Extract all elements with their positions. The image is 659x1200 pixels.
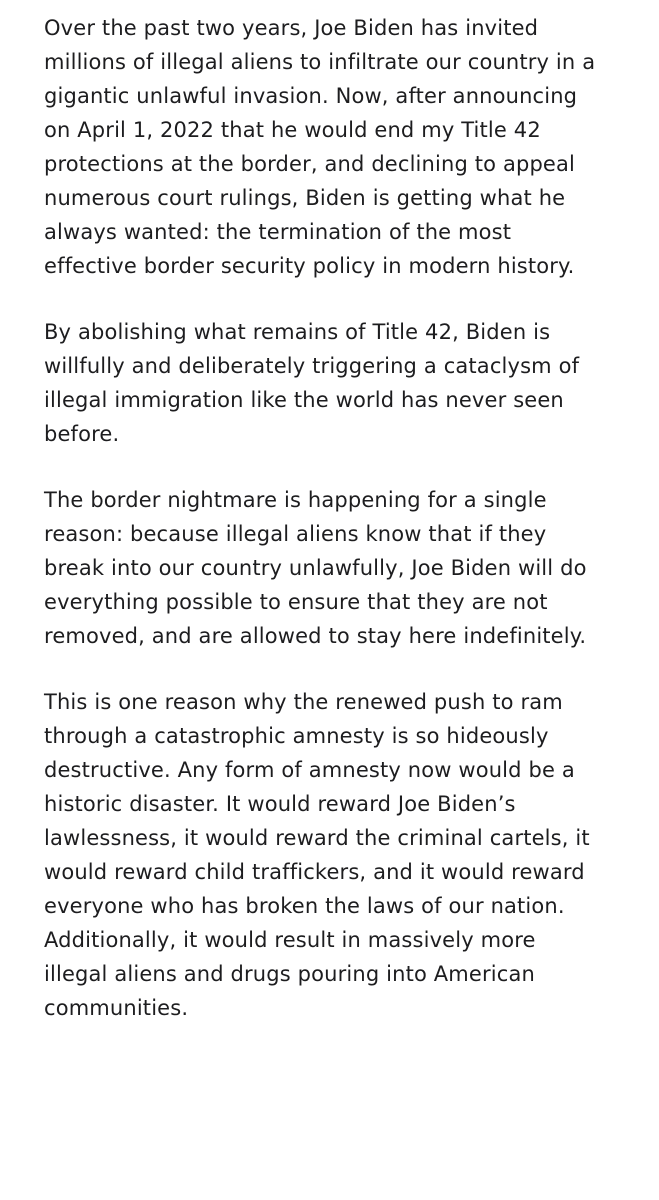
paragraph-line: always wanted: the termination of the most: [44, 220, 512, 244]
paragraph-line: willfully and deliberately triggering a cataclysm of: [44, 354, 580, 378]
paragraph-line: everyone who has broken the laws of our nation.: [44, 894, 565, 918]
paragraph-line: gigantic unlawful invasion. Now, after announcing: [44, 84, 578, 108]
paragraph-line: protections at the border, and declining to appeal: [44, 152, 576, 176]
paragraph-line: lawlessness, it would reward the criminal cartels, it: [44, 826, 590, 850]
paragraph-line: historic disaster. It would reward Joe Biden’s: [44, 792, 516, 816]
paragraph-line: millions of illegal aliens to infiltrate our country in a: [44, 50, 596, 74]
paragraph-line: numerous court rulings, Biden is getting what he: [44, 186, 566, 210]
paragraph-4: [44, 685, 633, 1025]
paragraph-2: [44, 315, 633, 451]
paragraph-3: [44, 483, 633, 653]
paragraph-line: By abolishing what remains of Title 42, Biden is: [44, 320, 551, 344]
paragraph-line: illegal immigration like the world has never seen: [44, 388, 564, 412]
paragraph-line: This is one reason why the renewed push to ram: [44, 690, 563, 714]
paragraph-line: would reward child traffickers, and it would reward: [44, 860, 585, 884]
paragraph-line: through a catastrophic amnesty is so hideously: [44, 724, 549, 748]
paragraph-line: destructive. Any form of amnesty now would be a: [44, 758, 575, 782]
paragraph-line: The border nightmare is happening for a single: [44, 488, 547, 512]
paragraph-line: everything possible to ensure that they are not: [44, 590, 548, 614]
paragraph-1: [44, 11, 633, 283]
paragraph-line: communities.: [44, 996, 189, 1020]
paragraph-line: on April 1, 2022 that he would end my Title 42: [44, 118, 541, 142]
paragraph-line: reason: because illegal aliens know that if they: [44, 522, 547, 546]
paragraph-line: Additionally, it would result in massively more: [44, 928, 536, 952]
paragraph-line: before.: [44, 422, 120, 446]
paragraph-line: break into our country unlawfully, Joe Biden will do: [44, 556, 587, 580]
paragraph-line: effective border security policy in modern history.: [44, 254, 575, 278]
paragraph-line: removed, and are allowed to stay here indefinitely.: [44, 624, 587, 648]
paragraph-line: Over the past two years, Joe Biden has invited: [44, 16, 539, 40]
paragraph-line: illegal aliens and drugs pouring into American: [44, 962, 535, 986]
